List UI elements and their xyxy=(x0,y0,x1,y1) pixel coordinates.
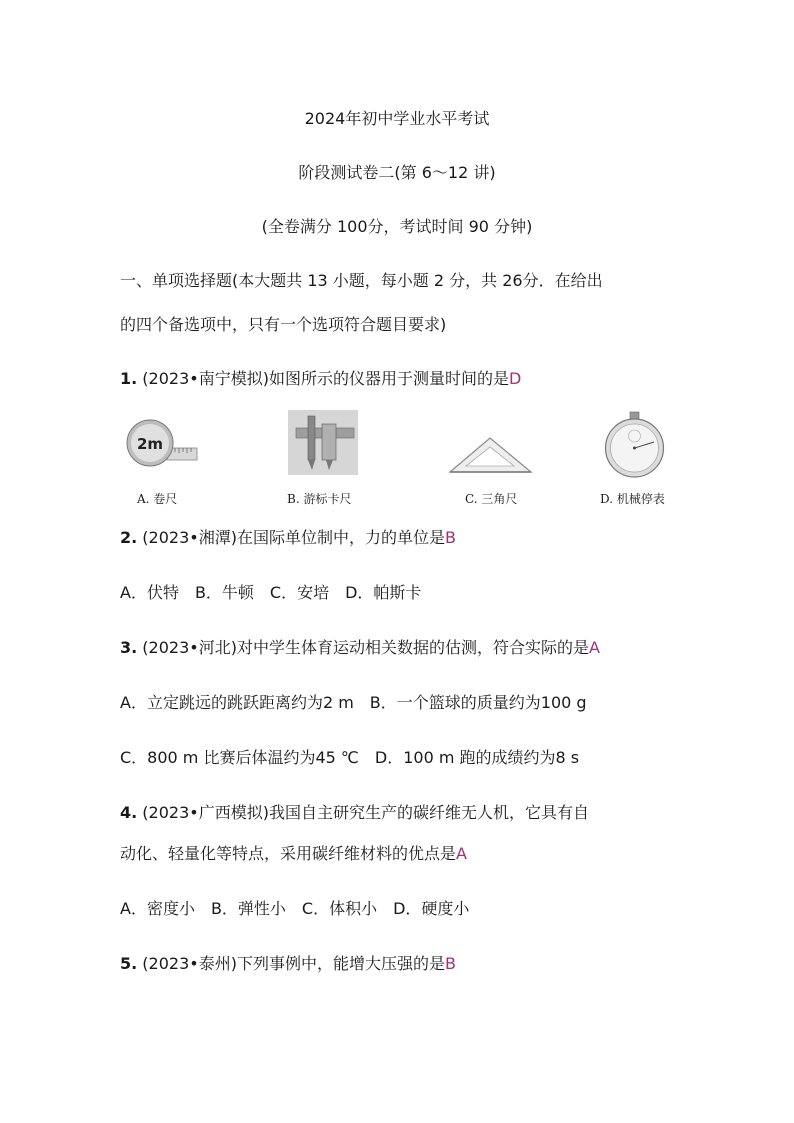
question-text: (2023•河北)对中学生体育运动相关数据的估测，符合实际的是 xyxy=(137,638,589,657)
figure-tape-measure xyxy=(125,410,200,479)
caption-c: C. 三角尺 xyxy=(465,492,518,506)
question-text: 动化、轻量化等特点，采用碳纤维材料的优点是 xyxy=(120,844,457,863)
question-number: 2. xyxy=(120,528,138,547)
question-1 xyxy=(120,368,521,390)
figure-triangle-ruler xyxy=(448,410,533,479)
question-4-options: A．密度小 B．弹性小 C．体积小 D．硬度小 xyxy=(120,899,470,918)
question-text: (2023•泰州)下列事例中，能增大压强的是 xyxy=(137,954,445,973)
stopwatch-image xyxy=(602,410,667,480)
section-heading-line1: 一、单项选择题(本大题共 13 小题，每小题 2 分，共 26分．在给出 xyxy=(120,271,603,290)
answer: D xyxy=(508,369,522,388)
question-3 xyxy=(120,637,600,659)
question-number: 5. xyxy=(120,954,138,973)
figure-vernier-caliper xyxy=(288,410,358,479)
tape-measure-image xyxy=(125,410,200,475)
question-number: 4. xyxy=(120,803,138,822)
question-4-line2 xyxy=(120,843,467,865)
question-number: 1. xyxy=(120,369,138,388)
question-text: (2023•湘潭)在国际单位制中，力的单位是 xyxy=(137,528,445,547)
exam-subtitle: 阶段测试卷二(第 6～12 讲) xyxy=(298,163,496,182)
caption-a: A. 卷尺 xyxy=(137,492,178,506)
question-text: (2023•南宁模拟)如图所示的仪器用于测量时间的是 xyxy=(137,369,509,388)
caption-d: D. 机械停表 xyxy=(600,492,665,506)
vernier-caliper-image xyxy=(288,410,358,475)
section-heading-line2: 的四个备选项中，只有一个选项符合题目要求) xyxy=(120,315,447,334)
question-5 xyxy=(120,953,456,975)
exam-title: 2024年初中学业水平考试 xyxy=(304,109,490,128)
answer: B xyxy=(444,528,456,547)
question-text: (2023•广西模拟)我国自主研究生产的碳纤维无人机，它具有自 xyxy=(137,803,589,822)
question-2 xyxy=(120,527,456,549)
answer: A xyxy=(588,638,600,657)
question-4 xyxy=(120,802,589,824)
question-number: 3. xyxy=(120,638,138,657)
caption-b: B. 游标卡尺 xyxy=(287,492,352,506)
tape-label: 2m xyxy=(136,435,164,453)
exam-info: (全卷满分 100分，考试时间 90 分钟) xyxy=(261,217,533,236)
answer: B xyxy=(444,954,456,973)
question-2-options: A．伏特 B．牛顿 C．安培 D．帕斯卡 xyxy=(120,583,422,602)
question-3-options-1: A．立定跳远的跳跃距离约为2 m B．一个篮球的质量约为100 g xyxy=(120,693,587,712)
figure-stopwatch xyxy=(602,410,667,484)
triangle-ruler-image xyxy=(448,410,533,475)
answer: A xyxy=(456,844,467,863)
question-3-options-2: C．800 m 比赛后体温约为45 ℃ D．100 m 跑的成绩约为8 s xyxy=(120,748,580,767)
